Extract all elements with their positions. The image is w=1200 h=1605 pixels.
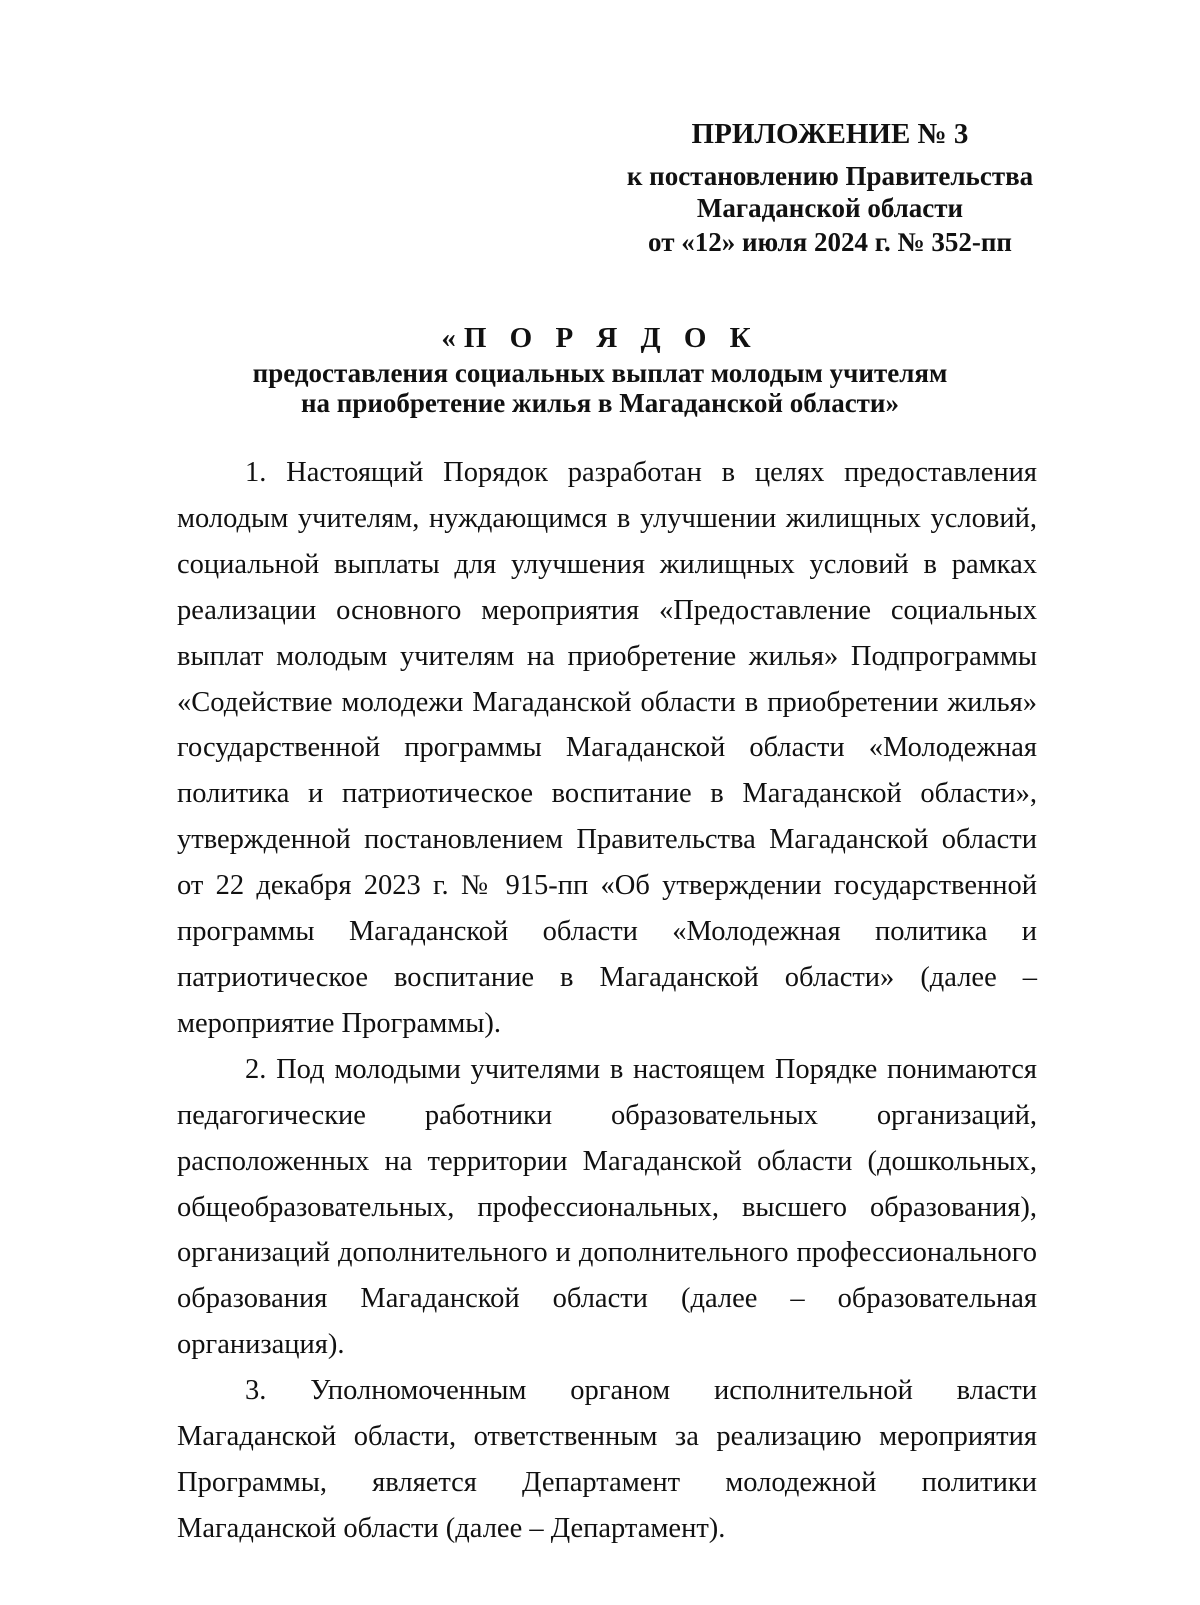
appendix-reference [600,160,1060,224]
title-main: «П О Р Я Д О К [441,322,759,354]
appendix-line-region: Магаданской области [696,193,964,223]
title-subtitle-line2: на приобретение жилья в Магаданской области» [300,388,899,418]
document-title [180,318,1020,418]
appendix-line-decree: к постановлению Правительства [626,161,1034,191]
title-subtitle-line1: предоставления социальных выплат молодым учителям [252,358,948,388]
appendix-date [600,226,1060,258]
document-body [177,450,1037,1552]
paragraph-1: 1. Настоящий Порядок разработан в целях предоставления молодым учителям, нуждающимся в улучшении жилищных условий, социальной выплаты для улучшения жилищных условий в рамках реализации основного мероприятия «Предоставление социальных выплат молодым учителям на приобретение жилья» Подпрограммы «Содействие молодежи Магаданской области в приобретении жилья» государственной программы Магаданской области «Молодежная политика и патриотическое воспитание в Магаданской области», утвержденной постановлением Правительства Магаданской области от 22 декабря 2023 г. № 915-пп «Об утверждении государственной программы Магаданской области «Молодежная политика и патриотическое воспитание в Магаданской области» (далее – мероприятие Программы). [177,457,1037,1039]
appendix-block [600,118,1060,150]
appendix-line-date: от «12» июля 2024 г. № 352-пп [648,227,1012,257]
paragraph-3: 3. Уполномоченным органом исполнительной власти Магаданской области, ответственным за реализацию мероприятия Программы, является Департамент молодежной политики Магаданской области (далее – Департамент). [177,1375,1037,1544]
paragraph-2: 2. Под молодыми учителями в настоящем Порядке понимаются педагогические работники образовательных организаций, расположенных на территории Магаданской области (дошкольных, общеобразовательных, профессиональных, высшего образования), организаций дополнительного и дополнительного профессионального образования Магаданской области (далее – образовательная организация). [177,1053,1037,1361]
appendix-title: ПРИЛОЖЕНИЕ № 3 [691,118,969,150]
